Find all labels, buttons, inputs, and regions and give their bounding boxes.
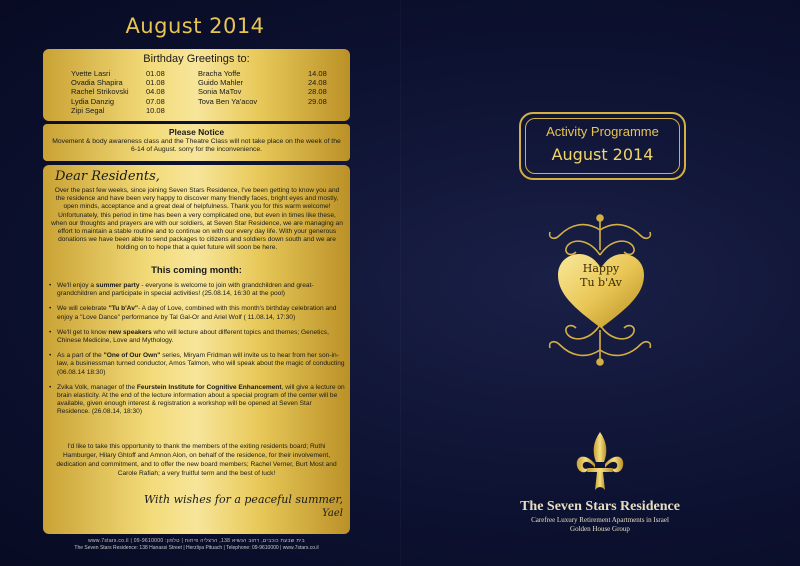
heart-line-2: Tu b'Av xyxy=(580,276,622,289)
birthday-date: 24.08 xyxy=(308,78,327,88)
fold-line xyxy=(400,0,401,566)
footer-english: The Seven Stars Residence: 138 Hanassi Street | Herzliya Pituach | Telephone: 09-9610000 | www.7stars.co.il xyxy=(74,545,319,551)
birthday-date: 10.08 xyxy=(146,105,165,115)
letter-panel xyxy=(43,165,350,534)
birthday-name: Ovadia Shapira xyxy=(71,78,123,88)
item-text: - A day of Love, combined with this month's birthday celebration and enjoy a "Love Dance" performance by Tal Gal-Or and Ariel Wolf ( 11.08.14, 17:30) xyxy=(57,305,337,321)
event-list xyxy=(49,282,346,424)
fleur-de-lis-icon xyxy=(573,430,627,494)
footer-hebrew: www.7stars.co.il | 09-9610000 :בית שבעת כוכבים, רחוב הנשיא 138, הרצליה פיתוח | טלפון xyxy=(88,538,305,544)
birthday-date: 01.08 xyxy=(146,69,165,78)
item-text: As a part of the xyxy=(57,352,104,360)
paragraph-2: Unfortunately, this period in time has been a very complicated one, but even in times like these, when our thoughts and prayers are with our soldiers, at Seven Star Residence, we are managing an effort to maintain a stable routine and to continue on with our every day life. With your generous donations we have been able to send packages to citizens and soldiers down south and we are holding on to hope that a quiet future will soon be here. xyxy=(51,211,343,252)
closing-wishes: With wishes for a peaceful summer, xyxy=(143,493,343,506)
organization-tagline xyxy=(510,516,690,534)
heart-line-1: Happy xyxy=(582,262,620,275)
footer xyxy=(40,538,353,552)
birthday-name: Lydia Danzig xyxy=(71,96,115,106)
swirl-ornament-icon xyxy=(530,320,670,370)
birthday-panel xyxy=(43,49,350,121)
birthday-date: 04.08 xyxy=(146,87,165,97)
paragraph-1: Over the past few weeks, since joining Seven Stars Residence, I've been getting to know you and the residence and have been very happy to discover many friendly faces, bright eyes and mostly, open minds, acceptance and a great deal of helpfulness. Thank you for this warm welcome! xyxy=(54,187,340,211)
birthday-list xyxy=(71,69,333,115)
left-title: August 2014 xyxy=(125,14,265,38)
salutation: Dear Residents, xyxy=(55,169,160,184)
birthday-name: Guido Mahler xyxy=(198,78,244,88)
coming-month-heading: This coming month: xyxy=(151,265,242,276)
item-text: who will lecture about different topics and themes; Genetics, Chinese Medicine, Love and Mythology. xyxy=(57,328,329,345)
birthday-row xyxy=(71,106,333,115)
list-item xyxy=(49,384,346,417)
tagline-1: Carefree Luxury Retirement Apartments in Israel xyxy=(531,516,669,524)
birthday-heading: Birthday Greetings to: xyxy=(143,53,250,65)
item-highlight: summer party xyxy=(95,282,140,289)
list-item xyxy=(49,282,346,298)
organization-name: The Seven Stars Residence xyxy=(520,499,680,514)
activity-title: Activity Programme xyxy=(546,124,659,139)
activity-date: August 2014 xyxy=(551,145,654,164)
birthday-row xyxy=(71,87,333,96)
list-item xyxy=(49,352,346,377)
birthday-row xyxy=(71,97,333,106)
tagline-2: Golden House Group xyxy=(570,525,630,533)
item-text: We'll get to know xyxy=(57,328,109,336)
birthday-name: Sonia MaTov xyxy=(198,87,242,97)
list-item xyxy=(49,329,346,345)
birthday-name: Zipi Segal xyxy=(71,105,105,115)
birthday-row xyxy=(71,69,333,78)
letter-intro xyxy=(51,187,343,253)
signature: Yael xyxy=(322,508,343,519)
thanks-paragraph: I'd like to take this opportunity to thank the members of the exiting residents board; Ruthi Hamburger, Hilary Ghtoff and Amnon Alon, on behalf of the residence, for their involvement, dedication and commitment, and to offer the new board members; Rachel Verner, Burt Most and Carole Rafiah; a very fruitful term and the best of luck! xyxy=(56,443,337,477)
notice-heading: Please Notice xyxy=(168,127,225,137)
birthday-date: 01.08 xyxy=(146,78,165,88)
list-item xyxy=(49,305,346,321)
item-text: We'll enjoy a xyxy=(57,282,96,289)
item-highlight: new speakers xyxy=(108,328,152,336)
birthday-date: 14.08 xyxy=(308,69,327,78)
item-highlight: "One of Our Own" xyxy=(103,352,161,360)
item-highlight: Feurstein Institute for Cognitive Enhancement xyxy=(136,383,282,391)
item-text: , will give a lecture on brain elasticity. At the end of the lecture information about a special program of the center will be available, given enough interest & registration a workshop will be opened at Seven Star Residence. (26.08.14, 18:30) xyxy=(57,383,345,416)
birthday-name: Yvette Lasri xyxy=(71,69,111,78)
birthday-name: Tova Ben Ya'acov xyxy=(198,96,258,106)
notice-text: Movement & body awareness class and the Theatre Class will not take place on the week of the 6-14 of August. sorry for the inconvenience. xyxy=(52,138,341,153)
item-highlight: "Tu b'Av" xyxy=(108,305,138,313)
heart-text xyxy=(554,262,648,290)
birthday-name: Bracha Yoffe xyxy=(198,69,241,78)
birthday-date: 28.08 xyxy=(308,87,327,97)
item-text: - everyone is welcome to join with grandchildren and great-grandchildren and participate in special activities! (25.08.14, 16:30 at the pool) xyxy=(57,282,314,298)
item-text: series, Miryam Fridman will invite us to hear from her son-in-law, a businessman turned conductor, Amos Talmon, who will speak about the magic of conducting (06.08.14 18:30) xyxy=(57,352,345,376)
birthday-date: 07.08 xyxy=(146,96,165,106)
birthday-date: 29.08 xyxy=(308,96,327,106)
birthday-name: Rachel Strikovski xyxy=(71,87,129,97)
notice-panel xyxy=(43,124,350,161)
birthday-row xyxy=(71,78,333,87)
item-text: Zvika Volk, manager of the xyxy=(57,383,137,391)
item-text: We will celebrate xyxy=(57,305,109,313)
